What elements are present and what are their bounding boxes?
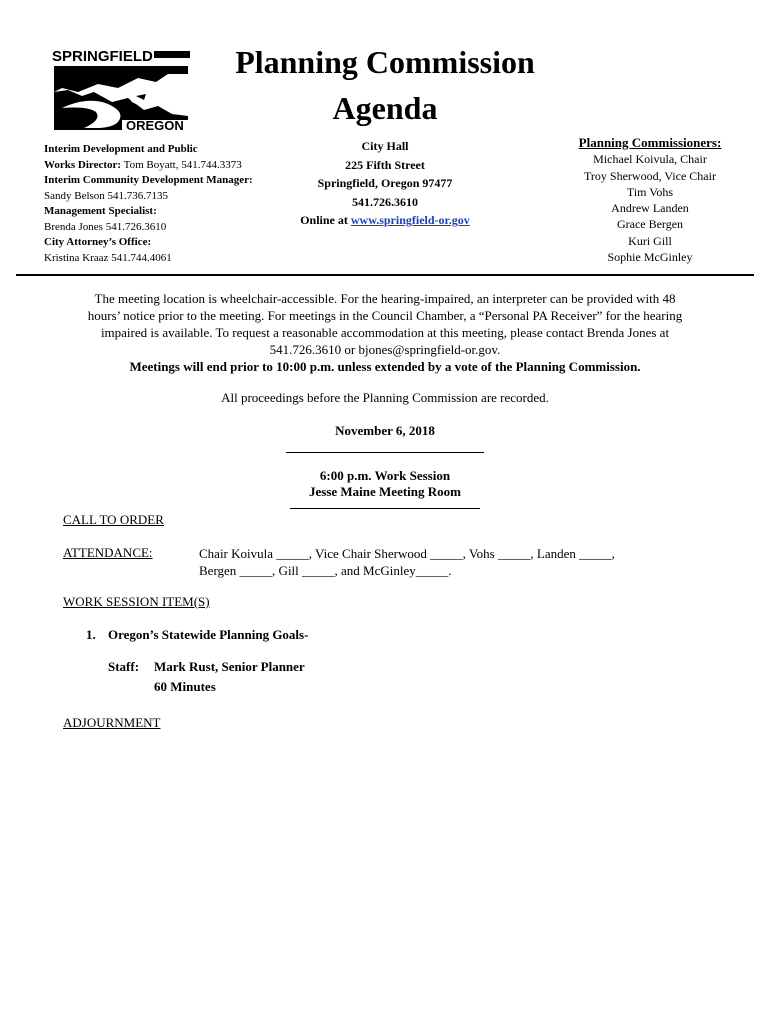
attendance-label: ATTENDANCE: [63,545,153,560]
staff-name: Mark Rust, Senior Planner [154,659,305,674]
attendance-roll [199,545,669,579]
work-session-info [284,468,486,500]
session-time: 6:00 p.m. Work Session [319,468,451,483]
page-title: Planning Commission [235,44,535,80]
staff-contacts [44,142,294,266]
contact-line: City Attorney’s Office: [44,236,152,248]
work-session-items-label: WORK SESSION ITEM(S) [63,594,210,609]
session-divider [290,508,480,509]
springfield-logo [48,44,200,132]
meeting-date: November 6, 2018 [335,423,435,438]
city-hall-online: Online at www.springfield-or.gov [300,213,470,227]
city-hall-name: City Hall [361,139,409,153]
commissioner-name: Troy Sherwood, Vice Chair [584,168,716,183]
contact-line: Interim Development and Public [44,143,198,155]
commissioners-list [560,135,740,265]
website-link[interactable]: www.springfield-or.gov [350,213,470,227]
notice-line: 541.726.3610 or bjones@springfield-or.gov. [269,342,501,357]
attendance-line: Chair Koivula _____, Vice Chair Sherwood _____, Vohs _____, Landen _____, [199,546,615,561]
adjournment: ADJOURNMENT [63,715,161,730]
contact-line: Management Specialist: [44,205,157,217]
commissioner-name: Andrew Landen [611,201,689,216]
contact-line: Sandy Belson 541.736.7135 [44,189,169,202]
date-divider [286,452,484,453]
contact-line: Kristina Kraaz 541.744.4061 [44,251,172,264]
meeting-end-notice: Meetings will end prior to 10:00 p.m. unless extended by a vote of the Planning Commission. [129,359,641,374]
commissioner-name: Sophie McGinley [607,250,693,265]
contact-line: Interim Community Development Manager: [44,174,253,186]
commissioner-name: Tim Vohs [626,184,674,199]
springfield-logo-graphic [48,44,200,132]
agenda-item-title: Oregon’s Statewide Planning Goals- [108,627,309,642]
commissioner-name: Kuri Gill [628,233,672,248]
staff-label: Staff: [108,659,140,674]
accessibility-notice [56,290,714,375]
page-subtitle: Agenda [332,90,438,126]
session-room: Jesse Maine Meeting Room [309,484,461,499]
agenda-item-number: 1. [86,627,96,642]
logo-bottom-text: OREGON [126,118,184,132]
contact-line: Brenda Jones 541.726.3610 [44,220,167,233]
city-hall-address [280,137,490,230]
notice-line: hours’ notice prior to the meeting. For meetings in the Council Chamber, a “Personal PA Receiver” for the hearing [87,308,683,323]
logo-top-text: SPRINGFIELD [52,48,153,65]
notice-line: The meeting location is wheelchair-accessible. For the hearing-impaired, an interpreter can be provided with 48 [94,291,676,306]
attendance-line: Bergen _____, Gill _____, and McGinley_____. [199,563,452,578]
city-hall-phone: 541.726.3610 [352,194,418,209]
contact-line: Works Director: Tom Boyatt, 541.744.3373 [44,158,242,171]
recorded-notice: All proceedings before the Planning Commission are recorded. [221,390,549,405]
item-duration: 60 Minutes [154,679,216,694]
city-hall-city: Springfield, Oregon 97477 [317,176,453,190]
commissioner-name: Michael Koivula, Chair [593,152,707,167]
notice-line: impaired is available. To request a reasonable accommodation at this meeting, please contact Brenda Jones at [100,325,670,340]
commissioner-name: Grace Bergen [616,217,684,232]
city-hall-street: 225 Fifth Street [345,157,425,172]
header-divider [16,274,754,276]
commissioners-header: Planning Commissioners: [578,135,722,150]
call-to-order: CALL TO ORDER [63,512,164,527]
